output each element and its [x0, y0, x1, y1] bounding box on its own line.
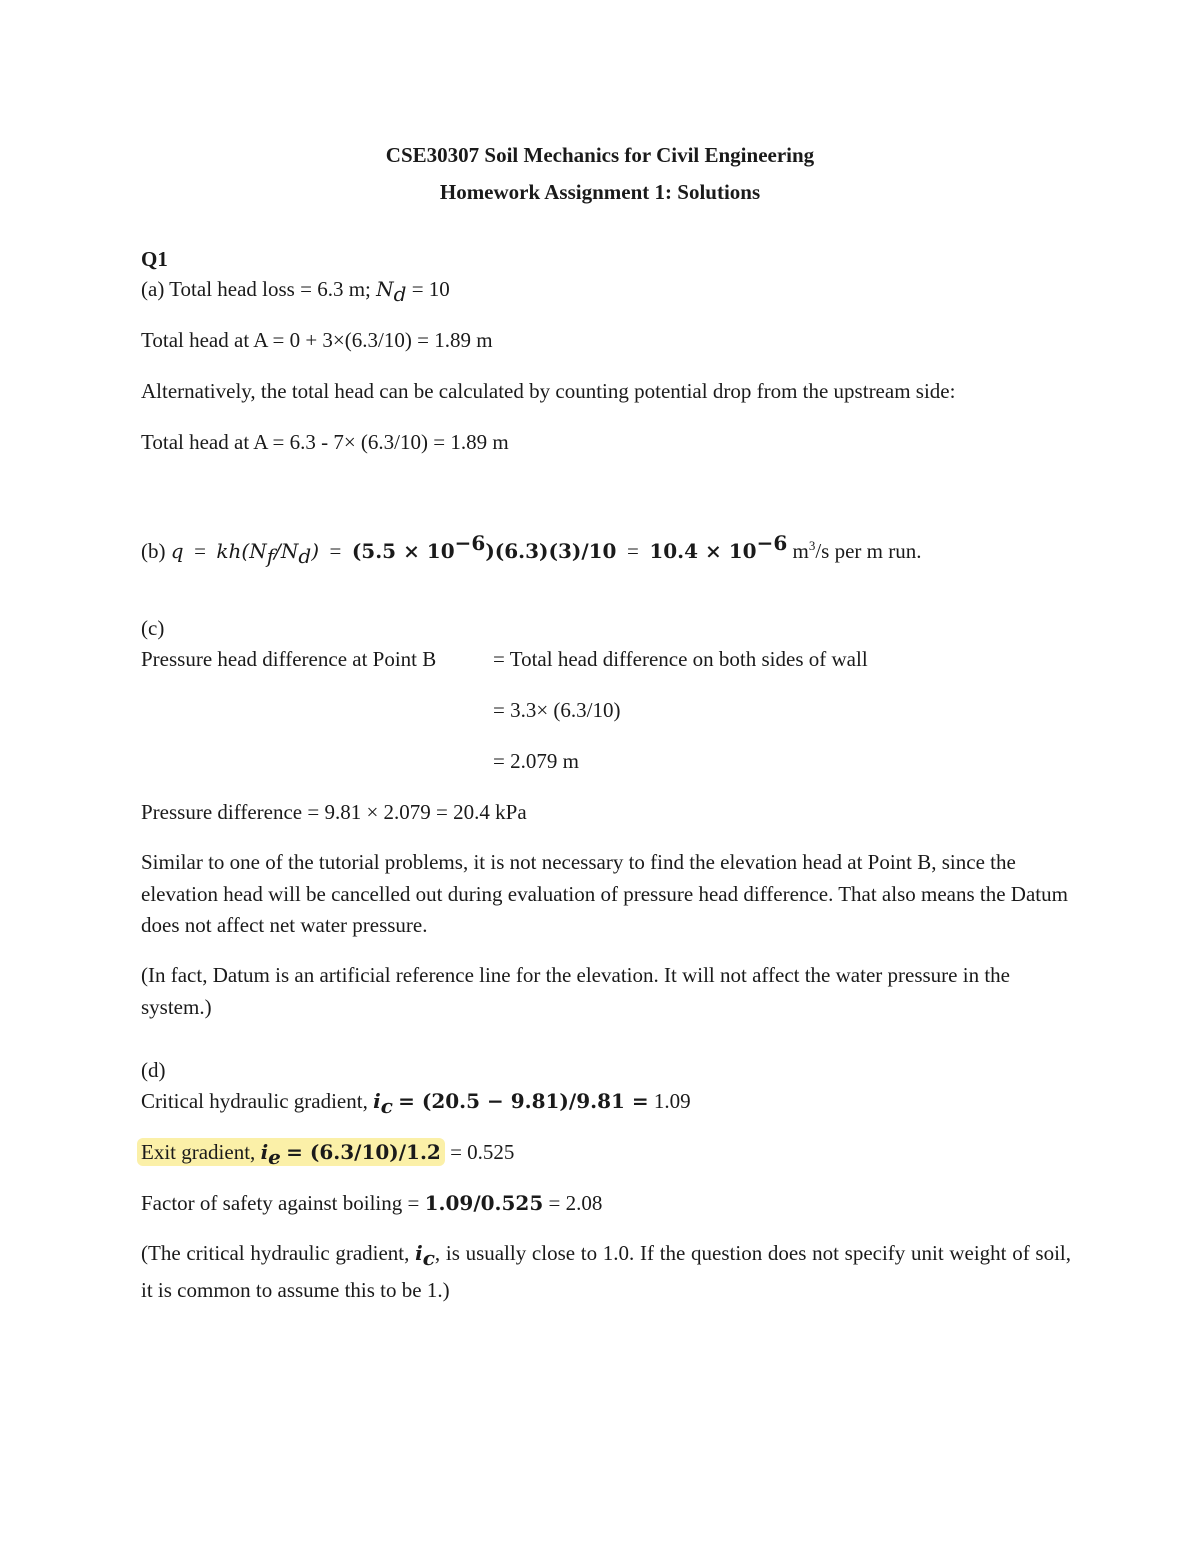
unit-m: m	[792, 539, 809, 563]
factor-of-safety-text: Factor of safety against boiling =	[141, 1191, 420, 1215]
part-c-row1-right: = Total head difference on both sides of wall	[493, 647, 868, 671]
factor-of-safety-value: = 2.08	[548, 1191, 603, 1215]
ie-symbol: i	[260, 1140, 269, 1164]
note-post: , is usually close to 1.0. If the question does not specify unit weight of soil, it is common to assume this to be 1.)	[141, 1241, 1071, 1302]
part-a-line1	[141, 277, 450, 306]
ic-symbol: i	[373, 1089, 381, 1113]
expr-part1: (5.5 × 10	[351, 539, 455, 563]
part-a-line2: Total head at A = 0 + 3×(6.3/10) = 1.89 m	[141, 328, 493, 352]
unit-tail: /s per m run.	[815, 539, 922, 563]
part-b-label: (b)	[141, 539, 166, 563]
critical-gradient-value: 1.09	[653, 1089, 691, 1113]
exit-gradient-highlight	[137, 1138, 445, 1170]
factor-of-safety-line	[141, 1191, 602, 1216]
nd-subscript-b: d	[298, 544, 312, 569]
critical-gradient-text: Critical hydraulic gradient,	[141, 1089, 368, 1113]
exit-gradient-line	[141, 1140, 514, 1169]
ic-subscript: c	[380, 1094, 393, 1119]
critical-gradient-line	[141, 1089, 691, 1118]
exit-gradient-expr: = (6.3/10)/1.2	[286, 1140, 441, 1164]
part-a-line3: Alternatively, the total head can be calculated by counting potential drop from the upstream side:	[141, 379, 956, 403]
part-d-label: (d)	[141, 1058, 166, 1082]
course-title: CSE30307 Soil Mechanics for Civil Engineering	[385, 143, 815, 167]
part-c-explanation: Similar to one of the tutorial problems, it is not necessary to find the elevation head at Point B, since the elevation head will be cancelled out during evaluation of pressure head difference. That also means the Datum does not affect net water pressure.	[141, 850, 1068, 937]
total-head-loss: (a) Total head loss = 6.3 m;	[141, 277, 371, 301]
nf-subscript: f	[266, 544, 275, 569]
part-c-row1-left: Pressure head difference at Point B	[141, 647, 437, 671]
exit-gradient-text: Exit gradient,	[141, 1140, 256, 1164]
ie-subscript: e	[268, 1145, 281, 1170]
result-exp: −6	[756, 531, 788, 555]
nd-subscript: d	[393, 282, 407, 307]
note-ic-subscript: c	[422, 1246, 435, 1271]
part-b-equation	[141, 531, 922, 568]
unit-exp: 3	[808, 538, 816, 553]
critical-gradient-note	[141, 1238, 1071, 1306]
note-ic-symbol: i	[415, 1241, 423, 1265]
exit-gradient-value: = 0.525	[450, 1140, 515, 1164]
part-c-row2: = 3.3× (6.3/10)	[493, 698, 621, 722]
result-value: 10.4 × 10	[649, 539, 757, 563]
expr-part2: )(6.3)(3)/10	[485, 539, 617, 563]
expr-exp1: −6	[454, 531, 486, 555]
slash-n: /N	[274, 539, 299, 563]
part-c-row3: = 2.079 m	[493, 749, 579, 773]
equals-2: =	[329, 539, 342, 563]
assignment-title: Homework Assignment 1: Solutions	[439, 180, 761, 204]
nd-value: = 10	[411, 277, 450, 301]
nd-symbol: N	[376, 277, 394, 301]
part-c-label: (c)	[141, 616, 165, 640]
pressure-difference: Pressure difference = 9.81 × 2.079 = 20.4 kPa	[141, 800, 527, 824]
close-paren: )	[311, 539, 319, 563]
part-a-line4: Total head at A = 6.3 - 7× (6.3/10) = 1.89 m	[141, 430, 509, 454]
equals-3: =	[626, 539, 639, 563]
factor-of-safety-expr: 1.09/0.525	[424, 1191, 544, 1215]
note-pre: (The critical hydraulic gradient,	[141, 1241, 410, 1265]
part-c-datum-note: (In fact, Datum is an artificial reference line for the elevation. It will not affect the water pressure in the system.)	[141, 963, 1010, 1019]
equals-1: =	[194, 539, 206, 563]
kh-term: kh(N	[216, 539, 267, 563]
critical-gradient-expr: = (20.5 − 9.81)/9.81 =	[398, 1089, 649, 1113]
question-label: Q1	[141, 247, 168, 271]
q-symbol: q	[170, 539, 184, 563]
